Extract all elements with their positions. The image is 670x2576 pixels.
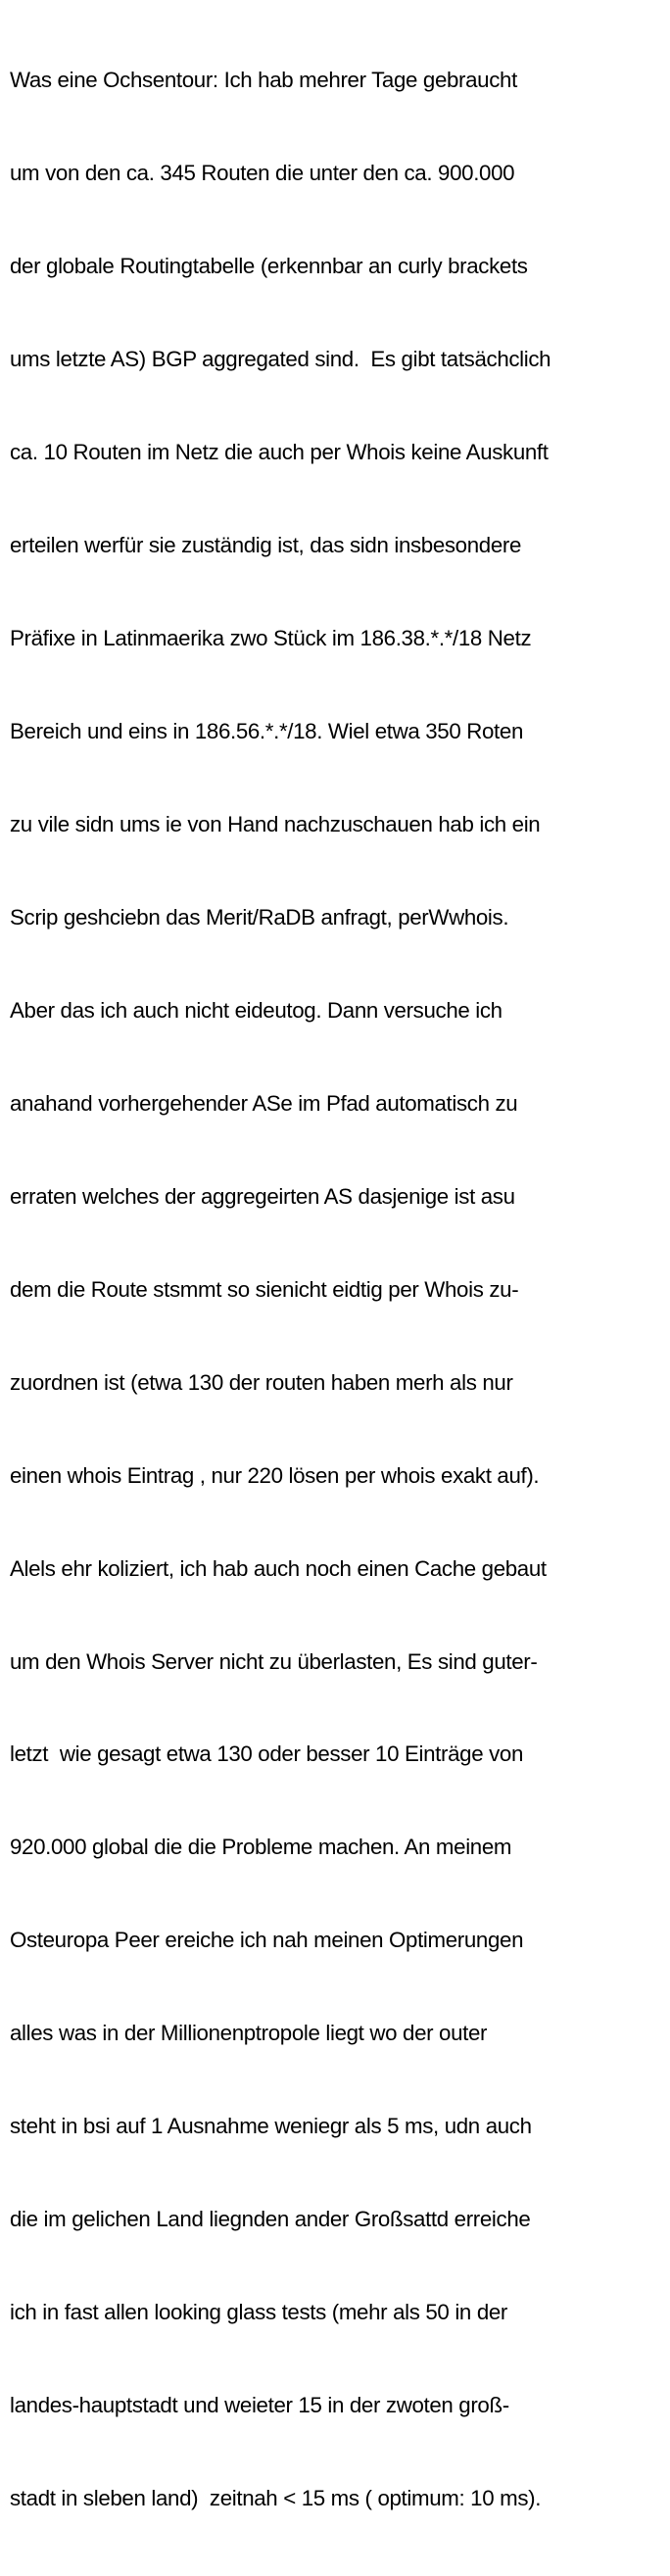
text-line: ich in fast allen looking glass tests (mehr als 50 in der [10,2300,508,2325]
text-line: der globale Routingtabelle (erkennbar an curly brackets [10,254,528,279]
text-line: Präfixe in Latinmaerika zwo Stück im 186.38.*.*/18 Netz [10,626,532,651]
text-line: ums letzte AS) BGP aggregated sind. Es gibt tatsächclich [10,347,551,372]
text-line: Scrip geshciebn das Merit/RaDB anfragt, perWwhois. [10,904,509,930]
text-line: 920.000 global die die Probleme machen. An meinem [10,1835,512,1860]
text-line: um den Whois Server nicht zu überlasten, Es sind guter- [10,1648,538,1674]
text-line: erraten welches der aggregeirten AS dasjenige ist asu [10,1183,515,1209]
text-line: letzt wie gesagt etwa 130 oder besser 10 Einträge von [10,1741,523,1767]
text-line: Bereich und eins in 186.56.*.*/18. Wiel etwa 350 Roten [10,718,523,743]
text-line: Alels ehr koliziert, ich hab auch noch einen Cache gebaut [10,1555,547,1581]
text-line: die im gelichen Land liegnden ander Großsattd erreiche [10,2207,531,2232]
body-text [10,3,668,2576]
text-line: zu vile sidn ums ie von Hand nachzuschauen hab ich ein [10,811,541,836]
text-line: Osteuropa Peer ereiche ich nah meinen Optimerungen [10,1928,524,1953]
text-line: um von den ca. 345 Routen die unter den ca. 900.000 [10,161,515,186]
text-line: ca. 10 Routen im Netz die auch per Whois keine Auskunft [10,440,549,465]
text-line: steht in bsi auf 1 Ausnahme weniegr als 5 ms, udn auch [10,2114,532,2139]
text-line: alles was in der Millionenptropole liegt wo der outer [10,2021,488,2046]
text-line: Aber das ich auch nicht eideutog. Dann versuche ich [10,997,502,1023]
text-line: dem die Route stsmmt so sienicht eidtig per Whois zu- [10,1276,519,1302]
text-line: anahand vorhergehender ASe im Pfad automatisch zu [10,1090,518,1116]
text-line: stadt in sleben land) zeitnah < 15 ms ( optimum: 10 ms). [10,2486,542,2511]
text-line: zuordnen ist (etwa 130 der routen haben merh als nur [10,1369,513,1395]
text-line: erteilen werfür sie zuständig ist, das sidn insbesondere [10,533,522,558]
text-line: landes-hauptstadt und weieter 15 in der zwoten groß- [10,2393,509,2418]
text-line: Was eine Ochsentour: Ich hab mehrer Tage gebraucht [10,68,517,93]
text-line: einen whois Eintrag , nur 220 lösen per whois exakt auf). [10,1462,540,1488]
